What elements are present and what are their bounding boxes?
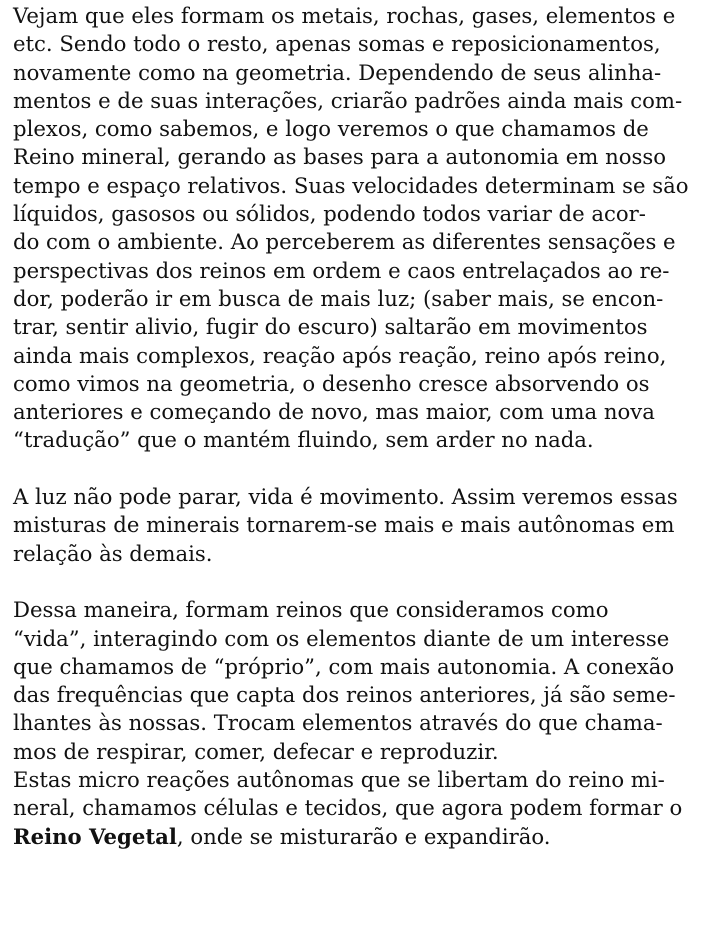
paragraph-gap xyxy=(13,455,713,483)
final-text-line xyxy=(13,823,713,851)
text-line: Estas micro reações autônomas que se libertam do reino mi- xyxy=(13,767,665,793)
emphasis-term: Reino Vegetal xyxy=(13,823,177,849)
text-line: etc. Sendo todo o resto, apenas somas e reposicionamentos, xyxy=(13,31,661,57)
text-line: “tradução” que o mantém fluindo, sem arder no nada. xyxy=(13,427,594,453)
paragraph-gap xyxy=(13,568,713,596)
text-line: mentos e de suas interações, criarão padrões ainda mais com- xyxy=(13,87,683,113)
paragraph-3 xyxy=(13,596,713,851)
text-line: “vida”, interagindo com os elementos diante de um interesse xyxy=(13,625,670,651)
text-line: Dessa maneira, formam reinos que consideramos como xyxy=(13,597,609,623)
text-line: Reino mineral, gerando as bases para a autonomia em nosso xyxy=(13,144,666,170)
text-line: tempo e espaço relativos. Suas velocidades determinam se são xyxy=(13,172,689,198)
text-line: dor, poderão ir em busca de mais luz; (saber mais, se encon- xyxy=(13,285,664,311)
text-line: que chamamos de “próprio”, com mais autonomia. A conexão xyxy=(13,653,675,679)
text-line: como vimos na geometria, o desenho cresce absorvendo os xyxy=(13,370,650,396)
text-line: plexos, como sabemos, e logo veremos o que chamamos de xyxy=(13,116,649,142)
text-line: ainda mais complexos, reação após reação, reino após reino, xyxy=(13,342,667,368)
document-page xyxy=(13,0,713,851)
text-line: neral, chamamos células e tecidos, que agora podem formar o xyxy=(13,795,683,821)
text-line: perspectivas dos reinos em ordem e caos entrelaçados ao re- xyxy=(13,257,670,283)
text-line: misturas de minerais tornarem-se mais e mais autônomas em xyxy=(13,512,675,538)
text-line: anteriores e começando de novo, mas maior, com uma nova xyxy=(13,399,655,425)
text-line: novamente como na geometria. Dependendo de seus alinha- xyxy=(13,59,662,85)
text-line: das frequências que capta dos reinos anteriores, já são seme- xyxy=(13,682,676,708)
text-line: lhantes às nossas. Trocam elementos através do que chama- xyxy=(13,710,663,736)
text-line: trar, sentir alivio, fugir do escuro) saltarão em movimentos xyxy=(13,314,648,340)
text-line: Vejam que eles formam os metais, rochas, gases, elementos e xyxy=(13,3,676,28)
final-line-rest: , onde se misturarão e expandirão. xyxy=(176,823,551,849)
text-line: relação às demais. xyxy=(13,540,213,566)
text-line: líquidos, gasosos ou sólidos, podendo todos variar de acor- xyxy=(13,201,646,227)
text-line: A luz não pode parar, vida é movimento. Assim veremos essas xyxy=(13,484,678,510)
text-line: mos de respirar, comer, defecar e reproduzir. xyxy=(13,738,499,764)
paragraph-1 xyxy=(13,0,713,455)
text-line: do com o ambiente. Ao perceberem as diferentes sensações e xyxy=(13,229,676,255)
paragraph-2 xyxy=(13,483,713,568)
